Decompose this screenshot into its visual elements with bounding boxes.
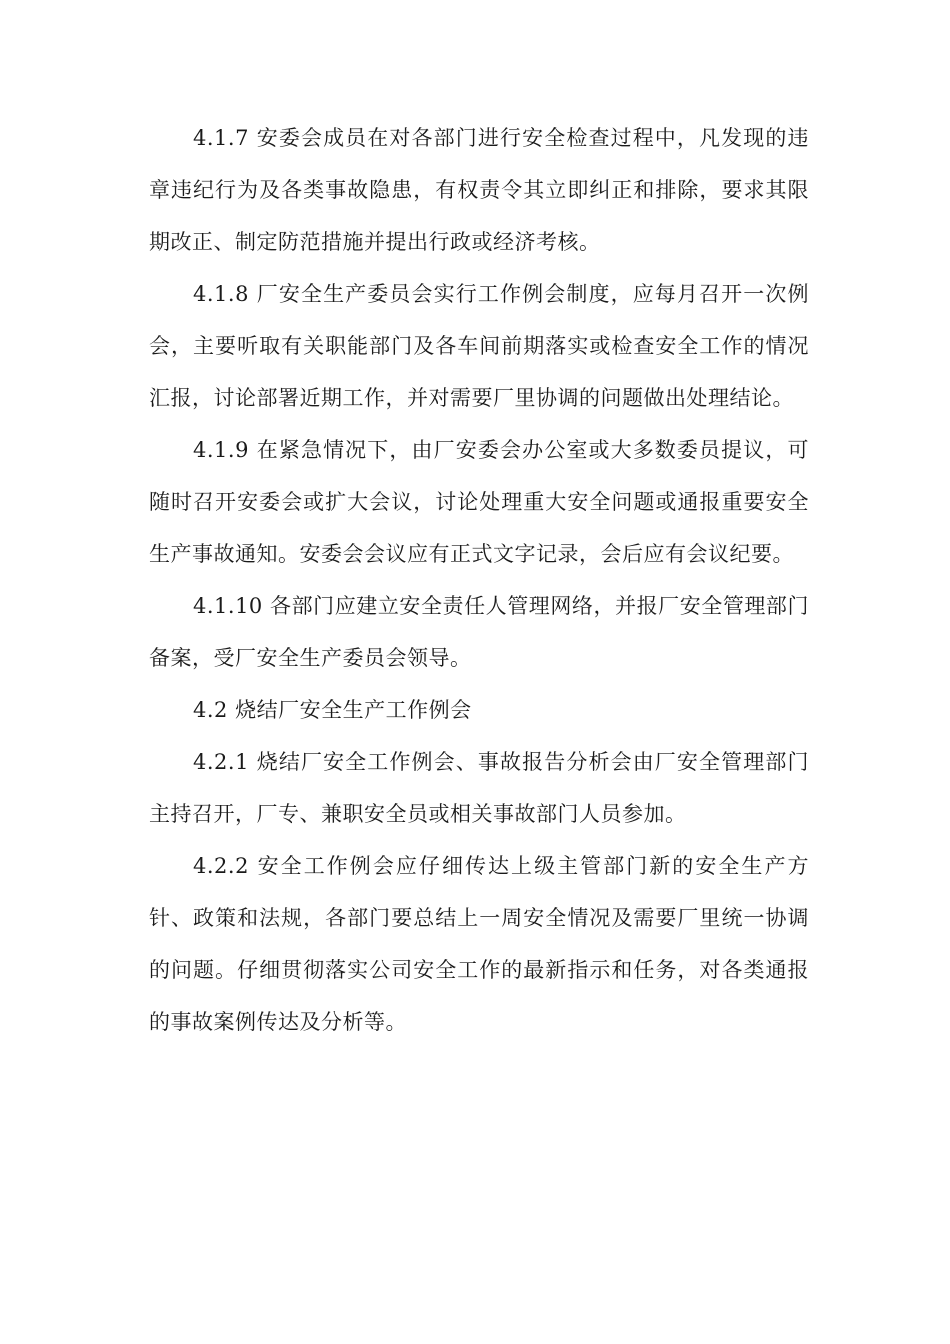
paragraph-4-1-8: 4.1.8 厂安全生产委员会实行工作例会制度，应每月召开一次例会，主要听取有关职能部门及各车间前期落实或检查安全工作的情况汇报，讨论部署近期工作，并对需要厂里协调的问题做出处理结论。 [149,282,809,410]
paragraph-4-1-7: 4.1.7 安委会成员在对各部门进行安全检查过程中，凡发现的违章违纪行为及各类事故隐患，有权责令其立即纠正和排除，要求其限期改正、制定防范措施并提出行政或经济考核。 [149,126,809,254]
document-body [149,112,809,1048]
section-heading-4-2: 4.2 烧结厂安全生产工作例会 [193,698,472,722]
paragraph-4-2-1: 4.2.1 烧结厂安全工作例会、事故报告分析会由厂安全管理部门主持召开，厂专、兼职安全员或相关事故部门人员参加。 [149,750,809,826]
paragraph-4-1-9: 4.1.9 在紧急情况下，由厂安委会办公室或大多数委员提议，可随时召开安委会或扩大会议，讨论处理重大安全问题或通报重要安全生产事故通知。安委会会议应有正式文字记录，会后应有会议纪要。 [149,438,809,566]
paragraph-4-1-10: 4.1.10 各部门应建立安全责任人管理网络，并报厂安全管理部门备案，受厂安全生产委员会领导。 [149,594,809,670]
paragraph-4-2-2: 4.2.2 安全工作例会应仔细传达上级主管部门新的安全生产方针、政策和法规，各部门要总结上一周安全情况及需要厂里统一协调的问题。仔细贯彻落实公司安全工作的最新指示和任务，对各类通报的事故案例传达及分析等。 [149,854,809,1034]
